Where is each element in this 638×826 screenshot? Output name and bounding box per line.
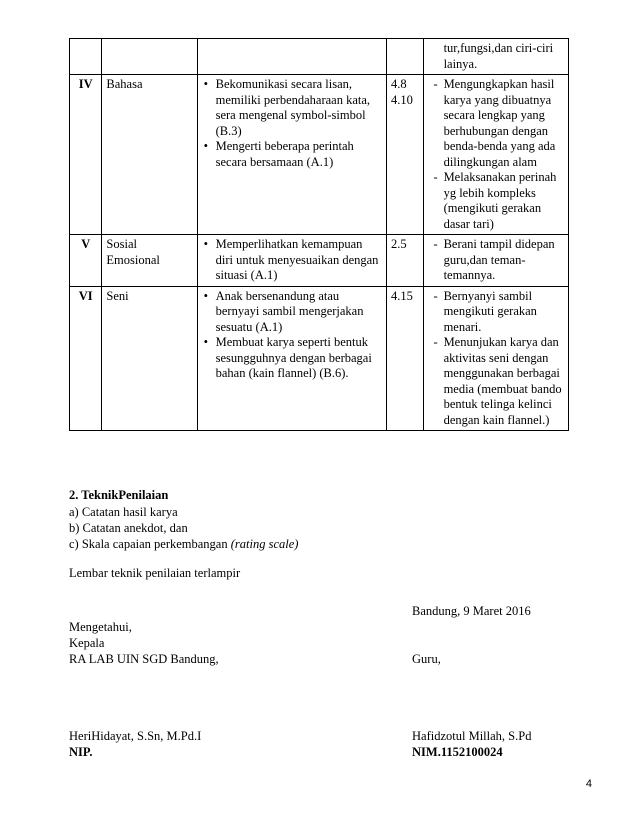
indicator-item: • Membuat karya seperti bentuk sesungguhnya dengan berbagai bahan (kain flannel) (B.6). xyxy=(202,335,382,382)
kd-code: 2.5 xyxy=(390,237,407,251)
place-date: Bandung, 9 Maret 2016 xyxy=(412,604,531,618)
acknowledge-label: Mengetahui, xyxy=(69,620,132,634)
kd-code: 4.15 xyxy=(390,288,413,303)
development-area: Bahasa xyxy=(102,75,197,235)
activity-item: Melaksanakan perinah yg lebih kompleks (mengikuti gerakan dasar tari) xyxy=(443,170,557,231)
activity-item: Bernyanyi sambil mengikuti gerakan menari. xyxy=(443,288,537,334)
technique-item: a) Catatan hasil karya xyxy=(69,505,178,519)
teacher-id: NIM.1152100024 xyxy=(412,745,503,759)
teacher-name: Hafidzotul Millah, S.Pd xyxy=(412,729,532,743)
indicator-item: • Anak bersenandung atau bernyayi sambil mengerjakan sesuatu (A.1) xyxy=(202,289,382,336)
indicator-item: • Mengerti beberapa perintah secara bersamaan (A.1) xyxy=(202,139,382,170)
attachment-note: Lembar teknik penilaian terlampir xyxy=(69,566,241,580)
head-title: Kepala xyxy=(69,636,105,650)
principal-name: HeriHidayat, S.Sn, M.Pd.I xyxy=(69,729,202,743)
principal-id: NIP. xyxy=(69,745,93,759)
page-number: 4 xyxy=(585,778,592,790)
technique-item-note: (rating scale) xyxy=(230,537,299,551)
row-number: V xyxy=(70,235,102,287)
table-row: V Sosial Emosional • Memperlihatkan kemampuan diri untuk menyesuaikan dengan situasi (A.1) 2.5 - Berani tampil didepan guru,dan teman-temannya. xyxy=(70,235,569,287)
kd-code: 4.8 xyxy=(390,77,407,91)
indicator-item: • Bekomunikasi secara lisan, memiliki perbendaharaan kata, sera mengenal symbol-simbol (B.3) xyxy=(202,77,382,139)
institution-name: RA LAB UIN SGD Bandung, xyxy=(69,652,219,666)
technique-item: b) Catatan anekdot, dan xyxy=(69,521,188,535)
technique-item: c) Skala capaian perkembangan xyxy=(69,537,228,551)
table-row: IV Bahasa • Bekomunikasi secara lisan, memiliki perbendaharaan kata, sera mengenal symbol-simbol (B.3) • Mengerti beberapa perintah secara bersamaan (A.1) 4.8 4.10 - Mengungkapkan hasil karya yang dibuatnya secara lengkap yang berhubungan dengan benda-benda yang ada dilingkungan alam - Melaksanakan perinah yg lebih kompleks (mengikuti gerakan dasar tari) xyxy=(70,75,569,235)
kd-code: 4.10 xyxy=(390,92,413,107)
activity-item: Menunjukan karya dan aktivitas seni dengan menggunakan berbagai media (membuat bando bentuk telinga kelinci dengan kain flannel.) xyxy=(443,335,562,427)
activity-continuation: tur,fungsi,dan ciri-ciri lainya. xyxy=(443,41,554,71)
indicator-item: • Memperlihatkan kemampuan diri untuk menyesuaikan dengan situasi (A.1) xyxy=(202,237,382,284)
section-title: 2. TeknikPenilaian xyxy=(69,488,169,502)
table-row: VI Seni • Anak bersenandung atau bernyayi sambil mengerjakan sesuatu (A.1) • Membuat karya seperti bentuk sesungguhnya dengan berbagai bahan (kain flannel) (B.6). 4.15 - Bernyanyi sambil mengikuti gerakan menari. - Menunjukan karya dan aktivitas seni dengan menggunakan berbagai media (membuat bando bentuk telinga kelinci dengan kain flannel.) xyxy=(70,286,569,431)
table-row xyxy=(70,39,569,75)
development-area: Seni xyxy=(102,286,197,431)
teacher-role: Guru, xyxy=(412,652,441,666)
lesson-table xyxy=(69,38,569,431)
development-area: Sosial Emosional xyxy=(102,235,197,287)
activity-item: Berani tampil didepan guru,dan teman-temannya. xyxy=(443,237,555,282)
activity-item: Mengungkapkan hasil karya yang dibuatnya secara lengkap yang berhubungan dengan benda-benda yang ada dilingkungan alam xyxy=(443,77,556,169)
row-number: VI xyxy=(70,286,102,431)
row-number: IV xyxy=(70,75,102,235)
